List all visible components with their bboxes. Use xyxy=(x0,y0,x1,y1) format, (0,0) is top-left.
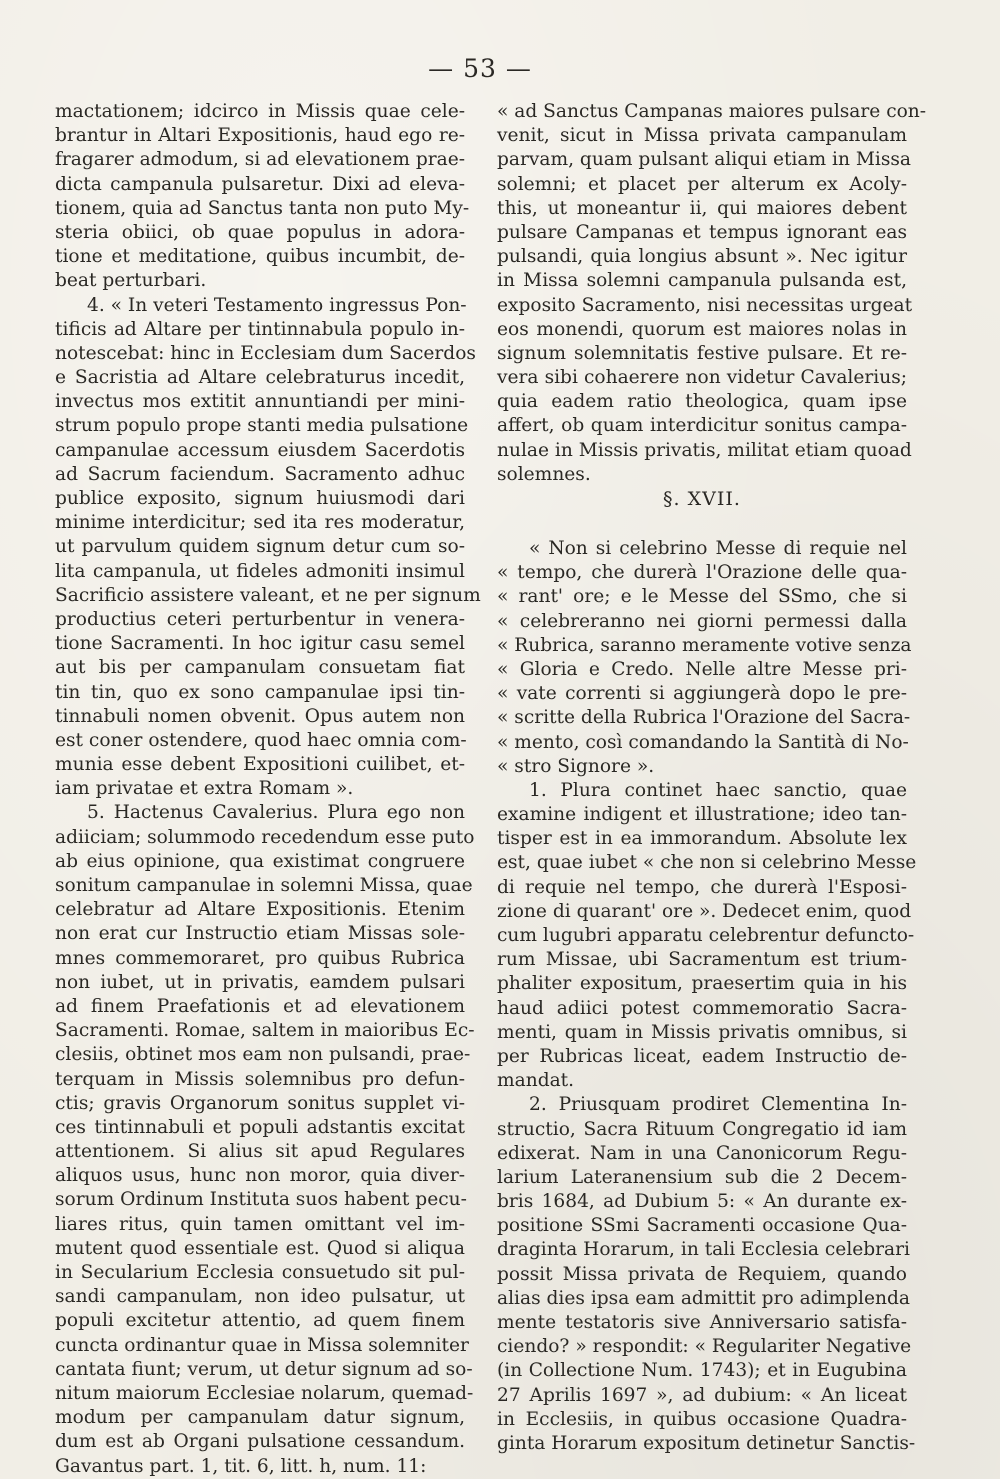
text-line: « celebreranno nei giorni permessi dalla xyxy=(497,610,907,632)
text-line: modum per campanulam datur signum, xyxy=(55,1407,465,1429)
text-line: solemni; et placet per alterum ex Acoly- xyxy=(497,173,907,195)
text-line: steria obiici, ob quae populus in adora- xyxy=(55,221,465,243)
text-line: « tempo, che durerà l'Orazione delle qua- xyxy=(497,562,907,584)
text-line: adiiciam; solummodo recedendum esse puto xyxy=(55,826,475,848)
text-line: 4. « In veteri Testamento ingressus Pon- xyxy=(87,294,467,316)
text-line: celebratur ad Altare Expositionis. Etenim xyxy=(55,899,465,921)
text-line: in Secularium Ecclesia consuetudo sit pul- xyxy=(55,1262,465,1283)
text-line: non erat cur Instructio etiam Missas sole- xyxy=(55,923,465,945)
text-line: eos monendi, quorum est maiores nolas in xyxy=(497,318,907,340)
text-line: in Missa solemni campanula pulsanda est, xyxy=(497,270,907,292)
text-line: « Gloria e Credo. Nelle altre Messe pri- xyxy=(497,658,907,680)
text-line: parvam, quam pulsant aliqui etiam in Missa xyxy=(497,149,911,171)
text-line: fragarer admodum, si ad elevationem prae- xyxy=(55,149,465,171)
text-line: alias dies ipsa eam admittit pro adimplenda xyxy=(497,1287,910,1309)
text-line: bris 1684, ad Dubium 5: « An durante ex- xyxy=(497,1191,907,1213)
text-line: « Rubrica, saranno meramente votive senza xyxy=(497,634,912,656)
right-column-top xyxy=(497,100,927,487)
text-line: beat perturbari. xyxy=(55,270,207,292)
text-line: « scritte della Rubrica l'Orazione del Sacra- xyxy=(497,707,911,729)
text-line: campanulae accessum eiusdem Sacerdotis xyxy=(55,439,465,461)
text-line: Gavantus part. 1, tit. 6, litt. h, num. 11: xyxy=(55,1455,427,1477)
text-line: ciendo? » respondit: « Regulariter Negative xyxy=(497,1336,912,1358)
text-line: productius ceteri perturbentur in venera- xyxy=(55,608,465,630)
text-line: phaliter expositum, praesertim quia in his xyxy=(497,973,907,995)
text-line: mactationem; idcirco in Missis quae cele- xyxy=(55,101,465,122)
text-line: possit Missa privata de Requiem, quando xyxy=(497,1263,907,1285)
text-line: e Sacristia ad Altare celebraturus incedit, xyxy=(55,367,465,389)
text-line: ctis; gravis Organorum sonitus supplet vi- xyxy=(55,1092,465,1114)
text-line: structio, Sacra Rituum Congregatio id iam xyxy=(497,1118,907,1140)
text-line: brantur in Altari Expositionis, haud ego re- xyxy=(55,125,465,147)
text-line: 2. Priusquam prodiret Clementina In- xyxy=(529,1094,907,1116)
text-line: 27 Aprilis 1697 », ad dubium: « An liceat xyxy=(497,1384,907,1406)
text-line: mutent quod essentiale est. Quod si aliqua xyxy=(55,1237,465,1259)
text-line: pulsandi, quia longius absunt ». Nec igitur xyxy=(497,246,907,268)
text-line: this, ut moneantur ii, qui maiores debent xyxy=(497,197,907,219)
text-line: tisper est in ea immorandum. Absolute lex xyxy=(497,828,907,850)
text-line: tin tin, quo ex sono campanulae ipsi tin- xyxy=(55,681,465,703)
text-line: mandat. xyxy=(497,1070,575,1092)
text-line: in Ecclesiis, in quibus occasione Quadra- xyxy=(497,1408,907,1430)
text-line: « ad Sanctus Campanas maiores pulsare con- xyxy=(497,101,927,122)
text-line: sonitum campanulae in solemni Missa, quae xyxy=(55,875,473,896)
text-line: ut parvulum quidem signum detur cum so- xyxy=(55,536,465,558)
text-line: non iubet, ut in privatis, eamdem pulsari xyxy=(55,971,465,993)
text-line: solemnes. xyxy=(497,463,591,485)
right-column-bottom xyxy=(497,537,917,1456)
text-line: liares ritus, quin tamen omittant vel im- xyxy=(55,1213,465,1235)
section-heading: §. XVII. xyxy=(663,488,741,510)
text-line: populi excitetur attentio, ad quem finem xyxy=(55,1310,465,1332)
text-line: « mento, così comandando la Santità di No- xyxy=(497,731,909,753)
text-line: munia esse debent Expositioni cuilibet, et- xyxy=(55,754,465,776)
text-line: rum Missae, ubi Sacramentum est trium- xyxy=(497,949,907,971)
text-line: sandi campanulam, non ideo pulsatur, ut xyxy=(55,1286,465,1308)
text-line: minime interdicitur; sed ita res moderatur, xyxy=(55,512,465,534)
text-line: iam privatae et extra Romam ». xyxy=(55,778,354,800)
text-line: aut bis per campanulam consuetam fiat xyxy=(55,657,465,679)
text-line: Sacramenti. Romae, saltem in maioribus Ec- xyxy=(55,1020,475,1042)
text-line: « vate correnti si aggiungerà dopo le pre- xyxy=(497,683,907,705)
text-line: positione SSmi Sacramenti occasione Qua- xyxy=(497,1215,907,1237)
text-line: aliquos usus, hunc non moror, quia diver- xyxy=(55,1165,465,1187)
text-line: zione di quarant' ore ». Dedecet enim, quod xyxy=(497,900,912,922)
text-line: exposito Sacramento, nisi necessitas urgeat xyxy=(497,294,913,316)
text-line: ab eius opinione, qua existimat congruere xyxy=(55,850,465,872)
text-line: haud adiici potest commemoratio Sacra- xyxy=(497,997,907,1019)
text-line: tione et meditatione, quibus incumbit, de- xyxy=(55,246,465,268)
text-line: cuncta ordinantur quae in Missa solemniter xyxy=(55,1334,469,1356)
text-line: 1. Plura continet haec sanctio, quae xyxy=(529,779,907,801)
text-line: attentionem. Si alius sit apud Regulares xyxy=(55,1141,465,1163)
text-line: invectus mos extitit annuntiandi per mini- xyxy=(55,391,465,413)
text-line: dicta campanula pulsaretur. Dixi ad eleva- xyxy=(55,173,465,195)
text-line: pulsare Campanas et tempus ignorant eas xyxy=(497,221,907,243)
text-line: edixerat. Nam in una Canonicorum Regu- xyxy=(497,1142,907,1164)
page-number: — 53 — xyxy=(428,54,532,83)
text-line: « rant' ore; e le Messe del SSmo, che si xyxy=(497,586,907,608)
text-line: tionem, quia ad Sanctus tanta non puto My- xyxy=(55,197,470,219)
text-line: ginta Horarum expositum detinetur Sanctis- xyxy=(497,1432,916,1454)
text-line: sorum Ordinum Instituta suos habent pecu- xyxy=(55,1189,467,1211)
text-line: ad Sacrum faciendum. Sacramento adhuc xyxy=(55,463,465,485)
text-line: quia eadem ratio theologica, quam ipse xyxy=(497,391,907,413)
text-line: notescebat: hinc in Ecclesiam dum Sacerdos xyxy=(55,342,476,364)
text-line: est coner ostendere, quod haec omnia com- xyxy=(55,729,467,751)
text-line: mente testatoris sive Anniversario satisfa- xyxy=(497,1312,907,1333)
text-line: cum lugubri apparatu celebrentur defuncto- xyxy=(497,925,915,946)
text-line: menti, quam in Missis privatis omnibus, si xyxy=(497,1021,907,1043)
text-line: clesiis, obtinet mos eam non pulsandi, prae- xyxy=(55,1044,471,1066)
text-line: nulae in Missis privatis, militat etiam quoad xyxy=(497,439,912,461)
text-line: mnes commemoraret, pro quibus Rubrica xyxy=(55,947,465,969)
text-line: tificis ad Altare per tintinnabula populo in- xyxy=(55,318,465,340)
text-line: tinnabuli nomen obvenit. Opus autem non xyxy=(55,705,465,727)
text-line: est, quae iubet « che non si celebrino Messe xyxy=(497,852,917,874)
text-line: publice exposito, signum huiusmodi dari xyxy=(55,488,465,509)
text-line: ad finem Praefationis et ad elevationem xyxy=(55,995,465,1017)
text-line: draginta Horarum, in tali Ecclesia celebrari xyxy=(497,1239,910,1261)
text-line: Sacrificio assistere valeant, et ne per signum xyxy=(55,584,481,606)
text-line: ces tintinnabuli et populi adstantis excitat xyxy=(55,1116,465,1138)
text-line: di requie nel tempo, che durerà l'Esposi- xyxy=(497,876,907,898)
text-line: examine indigent et illustratione; ideo tan- xyxy=(497,804,907,826)
text-line: affert, ob quam interdicitur sonitus campa- xyxy=(497,415,907,437)
text-line: strum populo prope stanti media pulsatione xyxy=(55,415,469,437)
text-line: cantata fiunt; verum, ut detur signum ad so- xyxy=(55,1358,473,1380)
text-line: vera sibi cohaerere non videtur Cavalerius; xyxy=(497,367,907,389)
text-line: 5. Hactenus Cavalerius. Plura ego non xyxy=(87,802,465,824)
text-line: « stro Signore ». xyxy=(497,755,655,777)
text-line: nitum maiorum Ecclesiae nolarum, quemad- xyxy=(55,1382,474,1404)
text-line: « Non si celebrino Messe di requie nel xyxy=(529,538,907,559)
text-line: terquam in Missis solemnibus pro defun- xyxy=(55,1068,465,1090)
text-line: per Rubricas liceat, eadem Instructio de- xyxy=(497,1045,907,1067)
text-line: tione Sacramenti. In hoc igitur casu semel xyxy=(55,633,465,655)
text-line: dum est ab Organi pulsatione cessandum. xyxy=(55,1431,465,1453)
text-line: larium Lateranensium sub die 2 Decem- xyxy=(497,1166,907,1188)
text-line: venit, sicut in Missa privata campanulam xyxy=(497,125,907,147)
left-column xyxy=(55,100,481,1479)
text-line: (in Collectione Num. 1743); et in Eugubina xyxy=(497,1360,907,1382)
text-line: signum solemnitatis festive pulsare. Et re- xyxy=(497,342,907,364)
text-line: lita campanula, ut fideles admoniti insimul xyxy=(55,560,465,582)
